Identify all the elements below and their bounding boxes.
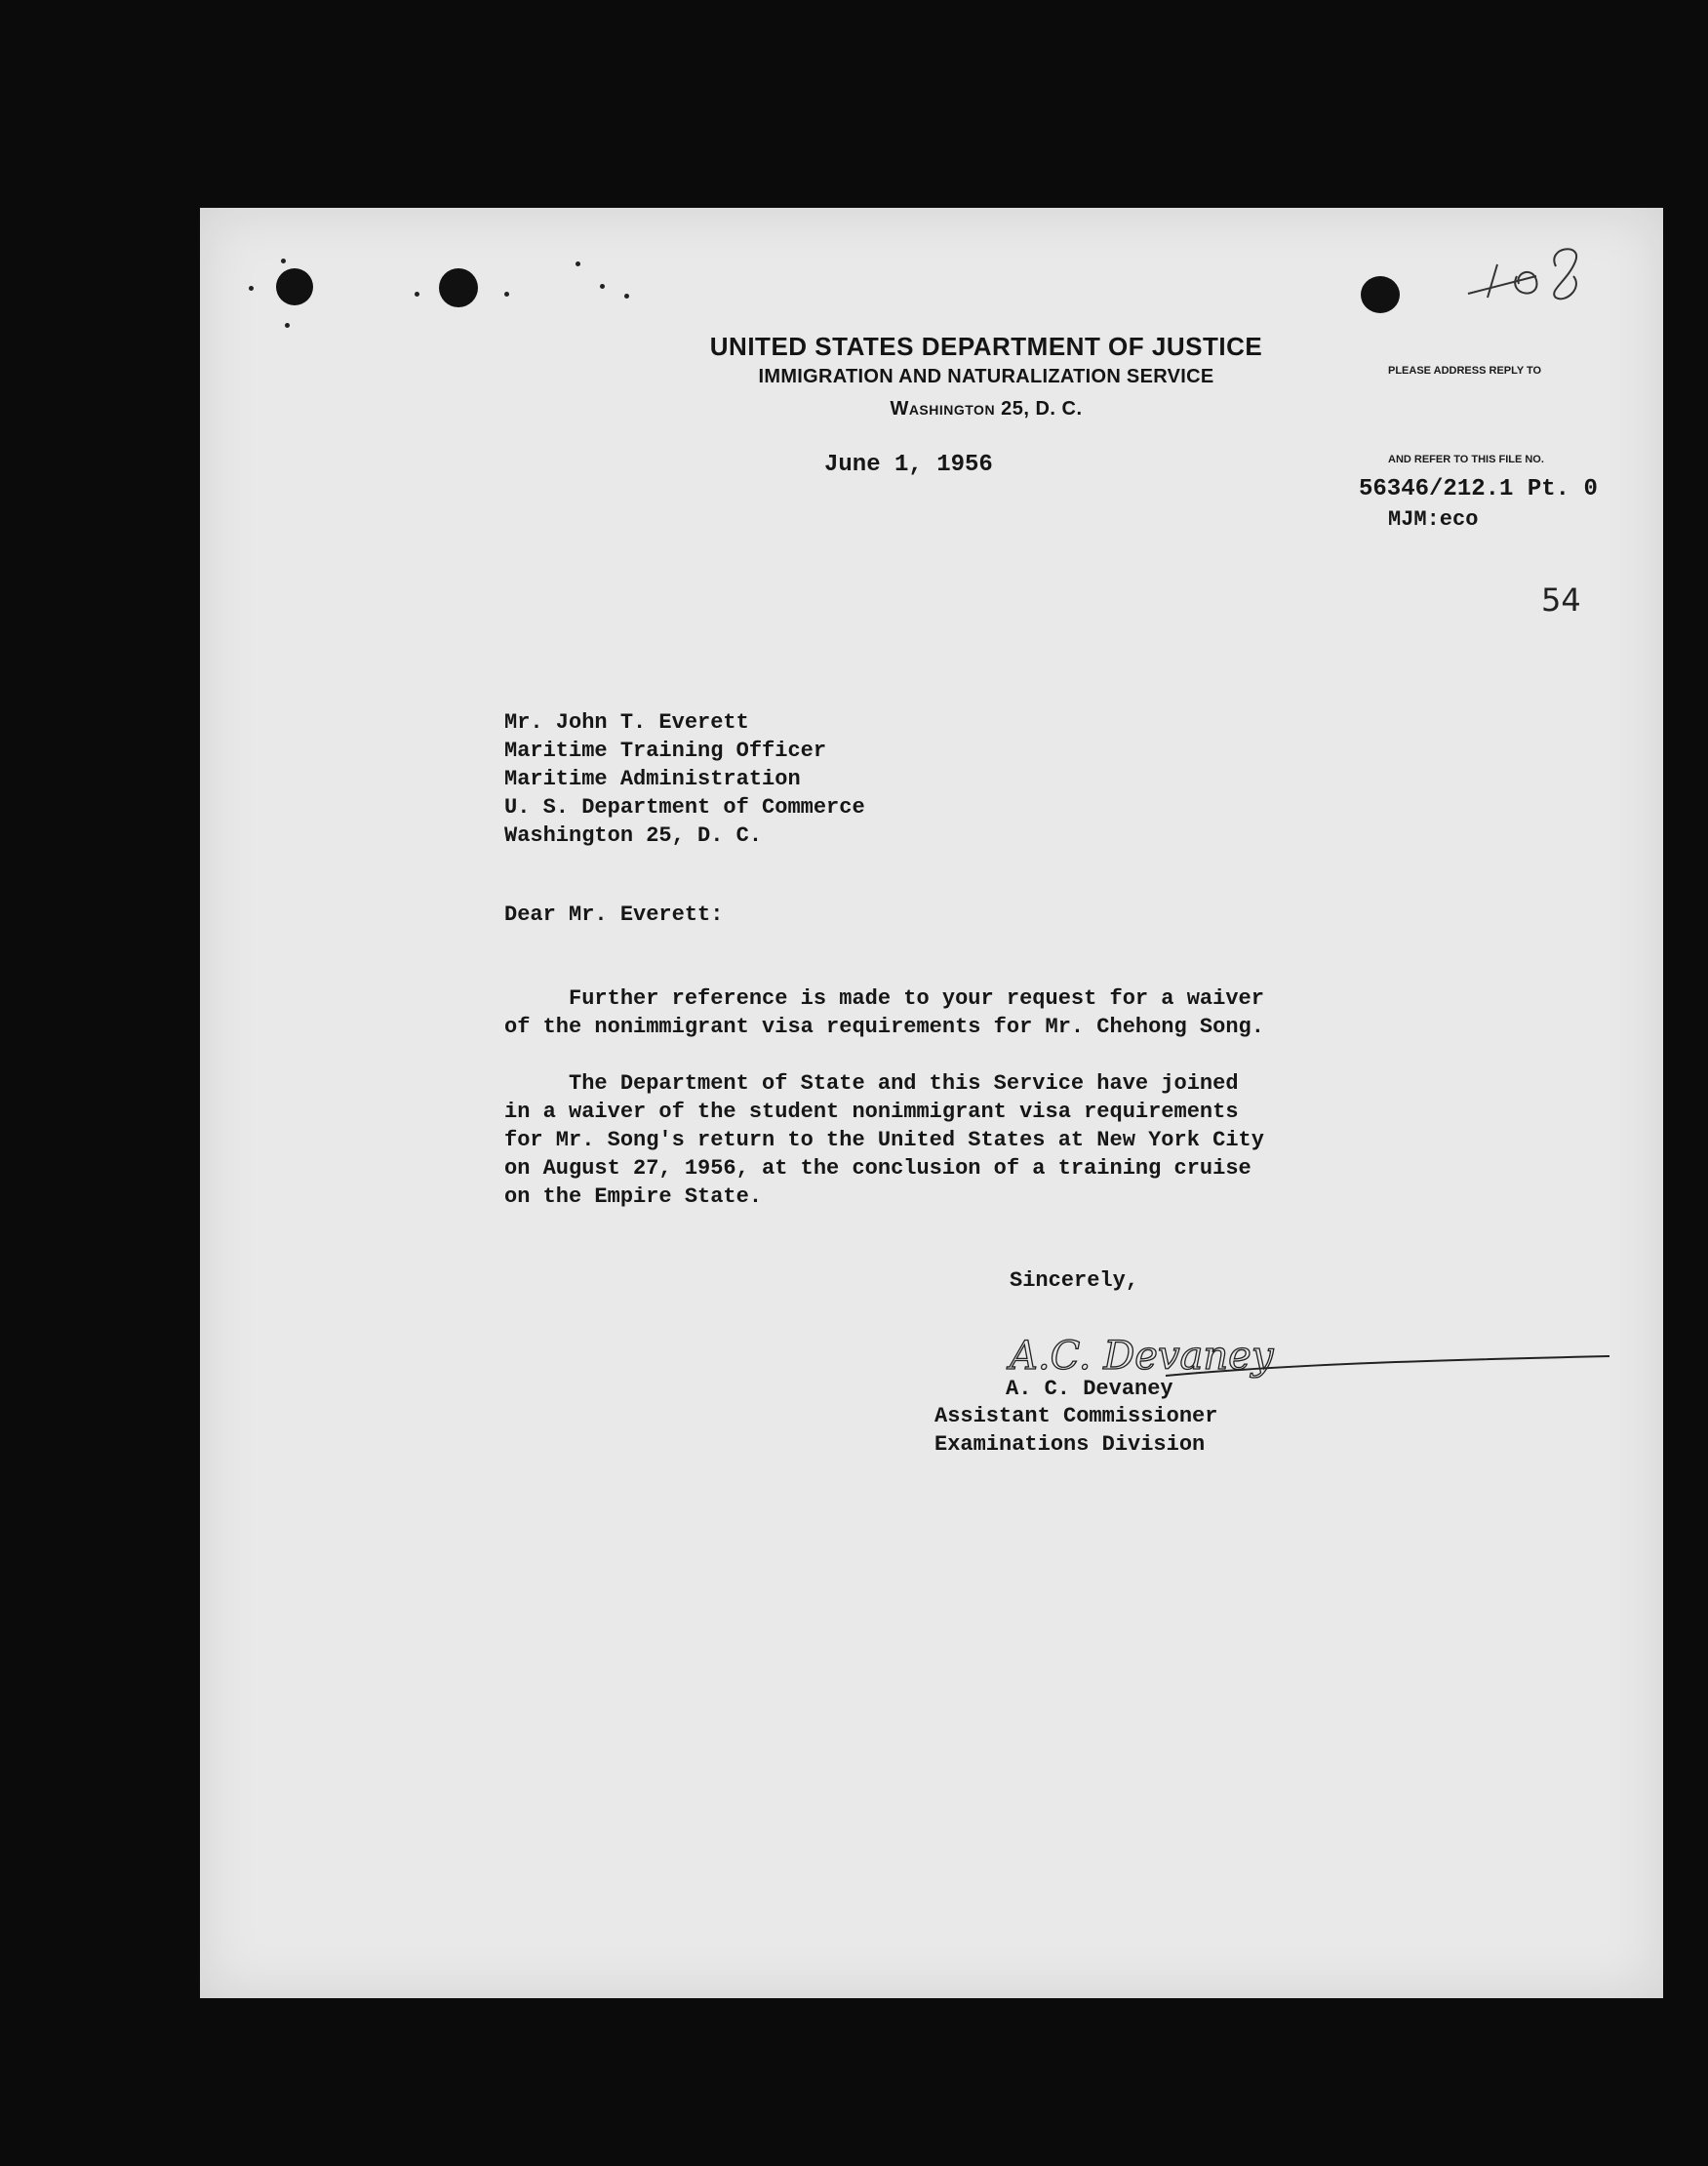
signer-division: Examinations Division xyxy=(934,1432,1206,1457)
letterhead-city: Washington 25, D. C. xyxy=(890,398,1083,420)
refer-file-label: AND REFER TO THIS FILE NO. xyxy=(1388,454,1544,465)
punch-hole-left xyxy=(276,268,313,305)
recipient-agency: Maritime Administration xyxy=(504,767,801,791)
body-paragraph-2-line: The Department of State and this Service have joined xyxy=(504,1071,1239,1096)
reply-address-label: PLEASE ADDRESS REPLY TO xyxy=(1388,365,1542,377)
ink-speck xyxy=(415,292,419,297)
handwritten-page-number: 54 xyxy=(1541,582,1581,619)
ink-speck xyxy=(285,323,290,328)
recipient-name: Mr. John T. Everett xyxy=(504,710,749,735)
letterhead-department: UNITED STATES DEPARTMENT OF JUSTICE xyxy=(709,332,1263,361)
signer-name: A. C. Devaney xyxy=(1006,1377,1173,1401)
ink-speck xyxy=(281,259,286,263)
ink-speck xyxy=(624,294,629,299)
recipient-title: Maritime Training Officer xyxy=(504,739,827,763)
handwritten-corner-mark xyxy=(1458,237,1595,305)
body-paragraph-2-line: in a waiver of the student nonimmigrant visa requirements xyxy=(504,1100,1239,1124)
closing: Sincerely, xyxy=(1010,1268,1139,1293)
body-paragraph-2-line: for Mr. Song's return to the United States at New York City xyxy=(504,1128,1264,1152)
punch-hole-right xyxy=(1361,276,1400,313)
ink-speck xyxy=(249,286,254,291)
typist-initials: MJM:eco xyxy=(1388,507,1479,532)
recipient-city: Washington 25, D. C. xyxy=(504,823,763,848)
ink-speck xyxy=(576,261,580,266)
salutation: Dear Mr. Everett: xyxy=(504,902,724,927)
body-paragraph-2-line: on August 27, 1956, at the conclusion of a training cruise xyxy=(504,1156,1251,1181)
recipient-department: U. S. Department of Commerce xyxy=(504,795,865,820)
letter-page xyxy=(200,208,1663,1998)
letterhead-service: IMMIGRATION AND NATURALIZATION SERVICE xyxy=(758,366,1214,387)
ink-speck xyxy=(504,292,509,297)
file-number: 56346/212.1 Pt. 0 xyxy=(1359,476,1598,502)
signer-title: Assistant Commissioner xyxy=(934,1404,1218,1428)
body-paragraph-1-line: of the nonimmigrant visa requirements for Mr. Chehong Song. xyxy=(504,1015,1264,1039)
signature-script: A.C. Devaney xyxy=(1010,1334,1274,1379)
punch-hole-center xyxy=(439,268,478,307)
body-paragraph-2-line: on the Empire State. xyxy=(504,1184,763,1209)
letter-date: June 1, 1956 xyxy=(824,452,993,478)
ink-speck xyxy=(600,284,605,289)
body-paragraph-1-line: Further reference is made to your request for a waiver xyxy=(504,986,1264,1011)
